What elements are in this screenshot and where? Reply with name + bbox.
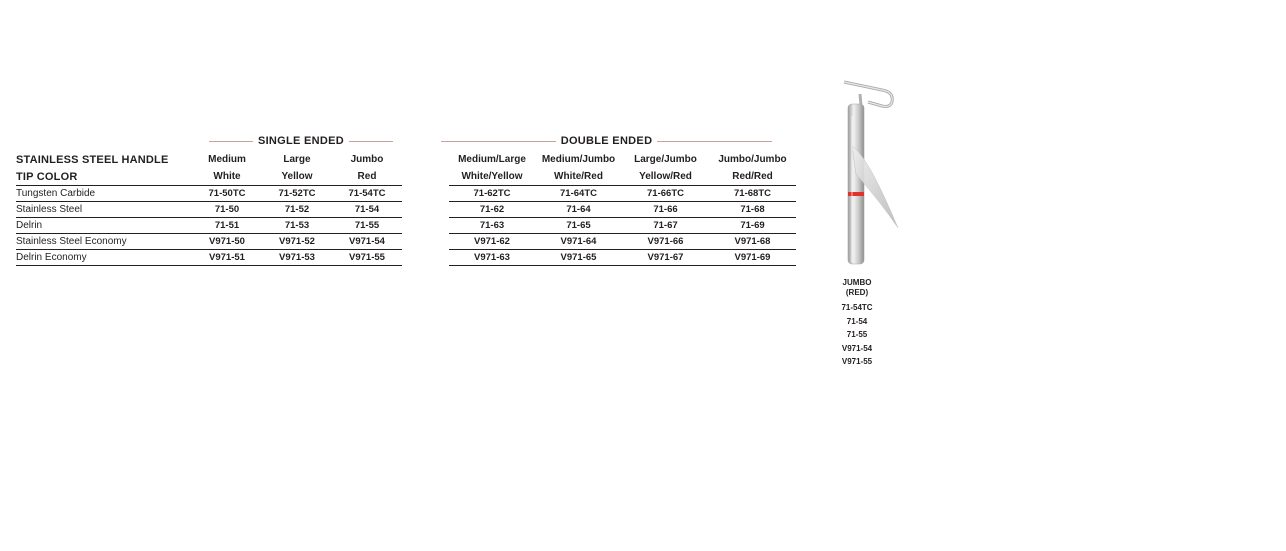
part-number: 71-64TC xyxy=(535,186,622,202)
row-label: Delrin Economy xyxy=(16,250,192,266)
table-row xyxy=(16,250,796,266)
product-spec-table xyxy=(16,151,796,266)
table-row xyxy=(16,234,796,250)
part-number: 71-64 xyxy=(535,202,622,218)
part-number: V971-67 xyxy=(622,250,709,266)
table-row xyxy=(16,218,796,234)
handle-label: STAINLESS STEEL HANDLE xyxy=(16,153,169,166)
single-ended-heading xyxy=(209,134,393,148)
table-row xyxy=(16,186,796,202)
heading-rule xyxy=(657,141,772,142)
part-number: V971-53 xyxy=(262,250,332,266)
row-label: Stainless Steel Economy xyxy=(16,234,192,250)
part-number: 71-50TC xyxy=(192,186,262,202)
color-header: Yellow xyxy=(262,168,332,186)
part-number: V971-66 xyxy=(622,234,709,250)
tool-caption xyxy=(826,278,888,298)
size-header: Jumbo/Jumbo xyxy=(718,154,787,165)
tool-size-label: JUMBO xyxy=(842,278,872,287)
part-number: V971-64 xyxy=(535,234,622,250)
double-ended-label: DOUBLE ENDED xyxy=(560,135,653,147)
color-header: Yellow/Red xyxy=(622,168,709,186)
part-number: 71-52TC xyxy=(262,186,332,202)
row-label: Tungsten Carbide xyxy=(16,186,192,202)
part-number: 71-50 xyxy=(192,202,262,218)
color-header: White/Yellow xyxy=(449,168,535,186)
row-label: Stainless Steel xyxy=(16,202,192,218)
part-number: V971-69 xyxy=(709,250,796,266)
part-number: 71-63 xyxy=(449,218,535,234)
part-number: 71-54 xyxy=(332,202,402,218)
size-header: Large/Jumbo xyxy=(634,154,697,165)
part-number: 71-52 xyxy=(262,202,332,218)
tool-part-number: V971-54 xyxy=(841,343,873,353)
tip-color-label: TIP COLOR xyxy=(16,168,192,186)
part-number: 71-66 xyxy=(622,202,709,218)
part-number: V971-62 xyxy=(449,234,535,250)
size-header: Large xyxy=(283,154,311,165)
part-number: 71-68 xyxy=(709,202,796,218)
tool-part-number: 71-54TC xyxy=(841,303,873,312)
table-row xyxy=(16,202,796,218)
tool-part-number: V971-55 xyxy=(841,357,873,366)
tool-part-numbers xyxy=(826,301,888,369)
part-number: 71-55 xyxy=(332,218,402,234)
part-number: V971-65 xyxy=(535,250,622,266)
heading-rule xyxy=(209,141,253,142)
part-number: 71-65 xyxy=(535,218,622,234)
size-header: Medium xyxy=(208,154,246,165)
header-row-sizes xyxy=(16,151,796,168)
single-ended-label: SINGLE ENDED xyxy=(257,135,345,147)
part-number: V971-52 xyxy=(262,234,332,250)
size-header: Medium/Large xyxy=(458,154,526,165)
part-number: V971-50 xyxy=(192,234,262,250)
part-number: 71-62TC xyxy=(449,186,535,202)
part-number: V971-51 xyxy=(192,250,262,266)
row-label: Delrin xyxy=(16,218,192,234)
part-number: V971-55 xyxy=(332,250,402,266)
double-ended-heading xyxy=(441,134,772,148)
color-header: White xyxy=(192,168,262,186)
part-number: 71-53 xyxy=(262,218,332,234)
part-number: 71-67 xyxy=(622,218,709,234)
jumbo-tip-tool-image xyxy=(838,76,904,266)
part-number: V971-54 xyxy=(332,234,402,250)
tool-color-label: (RED) xyxy=(845,288,869,297)
part-number: 71-68TC xyxy=(709,186,796,202)
tip-color-band xyxy=(848,192,864,196)
part-number: 71-66TC xyxy=(622,186,709,202)
tool-part-number: 71-54 xyxy=(846,316,868,326)
part-number: 71-69 xyxy=(709,218,796,234)
size-header: Jumbo xyxy=(350,154,384,165)
heading-rule xyxy=(349,141,393,142)
color-header: White/Red xyxy=(535,168,622,186)
size-header: Medium/Jumbo xyxy=(541,154,616,165)
color-header: Red xyxy=(332,168,402,186)
part-number: V971-63 xyxy=(449,250,535,266)
part-number: 71-62 xyxy=(449,202,535,218)
part-number: 71-54TC xyxy=(332,186,402,202)
heading-rule xyxy=(441,141,556,142)
header-row-colors xyxy=(16,168,796,186)
color-header: Red/Red xyxy=(709,168,796,186)
part-number: 71-51 xyxy=(192,218,262,234)
part-number: V971-68 xyxy=(709,234,796,250)
tool-part-number: 71-55 xyxy=(846,330,868,339)
